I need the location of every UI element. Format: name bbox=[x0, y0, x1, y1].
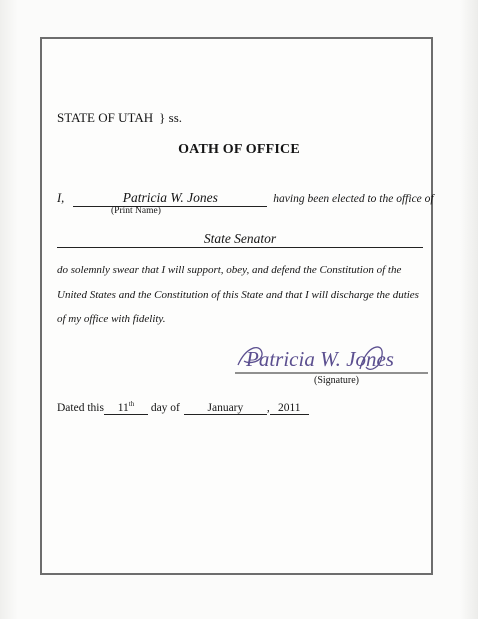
dated-prefix: Dated this bbox=[57, 401, 104, 414]
document-title: OATH OF OFFICE bbox=[178, 142, 300, 157]
handwritten-signature bbox=[232, 339, 432, 379]
day-value: 11 bbox=[117, 401, 129, 414]
print-name-caption: (Print Name) bbox=[111, 206, 161, 216]
affiant-line bbox=[57, 190, 434, 207]
affiant-prefix: I, bbox=[57, 191, 65, 205]
day-suffix: th bbox=[128, 400, 135, 408]
year-field: 2011 bbox=[270, 402, 309, 415]
state-label: STATE OF UTAH bbox=[57, 110, 154, 125]
oath-line-1: do solemnly swear that I will support, obey, and defend the Constitution of the bbox=[57, 264, 402, 276]
date-separator: , bbox=[266, 401, 270, 414]
oath-line-2: United States and the Constitution of this State and that I will discharge the duties bbox=[57, 289, 419, 301]
signature-ink-text: Patricia W. Jones bbox=[246, 347, 394, 371]
oath-line-3: of my office with fidelity. bbox=[57, 313, 166, 325]
dated-line bbox=[57, 400, 309, 415]
venue-line bbox=[57, 110, 182, 126]
day-field bbox=[104, 400, 148, 415]
signature-caption: (Signature) bbox=[314, 375, 359, 386]
office-field: State Senator bbox=[57, 231, 423, 248]
month-field: January bbox=[184, 402, 267, 415]
print-name-field: Patricia W. Jones bbox=[73, 190, 267, 207]
dated-middle: day of bbox=[150, 401, 180, 414]
elected-text: having been elected to the office of bbox=[273, 193, 434, 205]
ss-label: } ss. bbox=[159, 110, 183, 125]
